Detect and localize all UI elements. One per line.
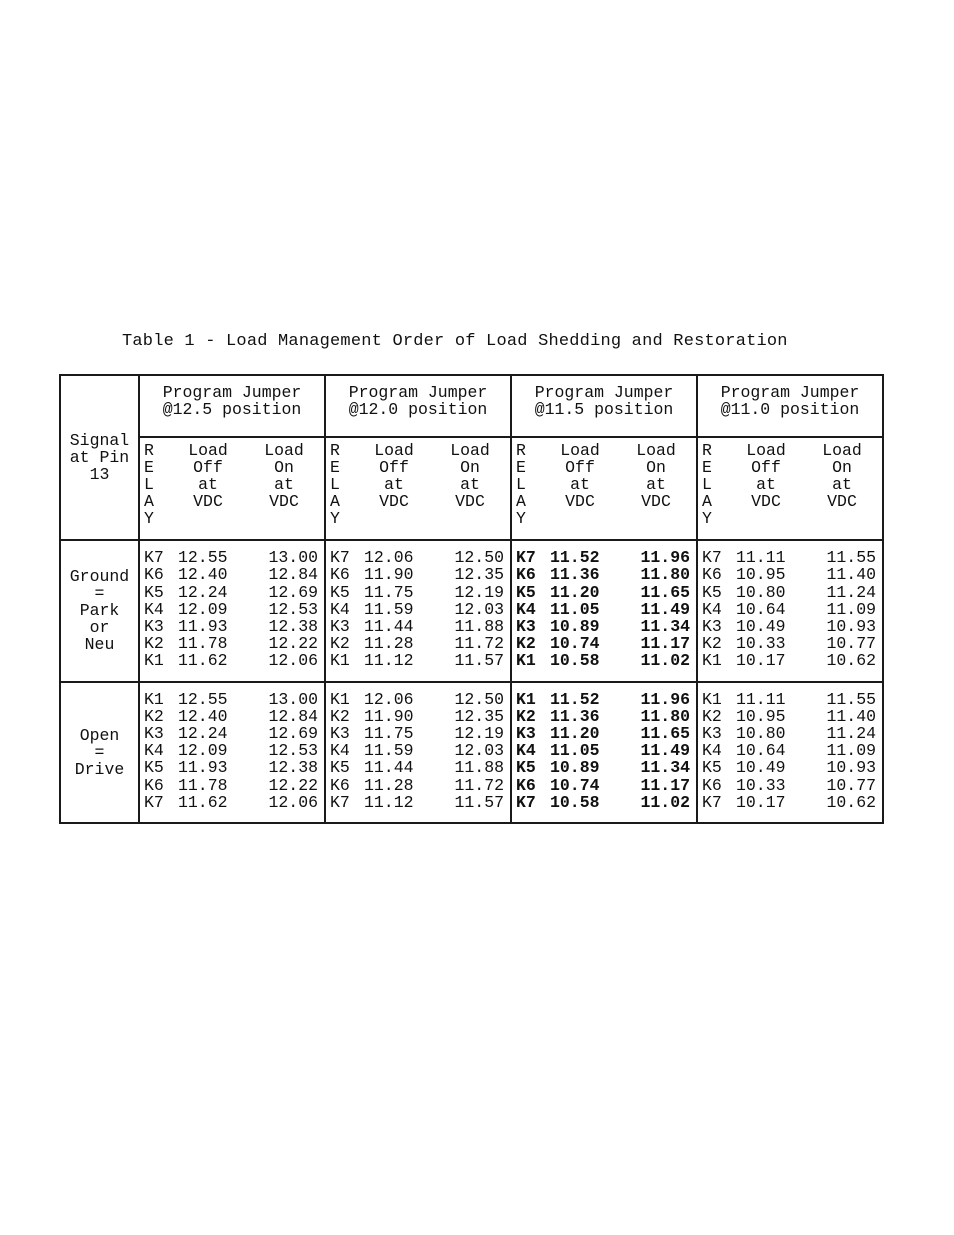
- load-on-value: 11.34: [640, 758, 690, 778]
- relay-row: [516, 549, 692, 566]
- relay-id: K4: [144, 599, 164, 619]
- load-off-value: 11.11: [736, 548, 786, 568]
- load-on-value: 11.09: [826, 599, 876, 619]
- load-on-value: 11.72: [454, 634, 504, 654]
- load-off-value: 10.80: [736, 723, 786, 743]
- load-off-value: 11.59: [364, 599, 414, 619]
- load-on-value: 11.65: [640, 582, 690, 602]
- load-off-value: 12.24: [178, 582, 228, 602]
- jumper-header: Program Jumper @11.0 position: [697, 375, 883, 437]
- relay-id: K2: [144, 634, 164, 654]
- relay-id: K3: [516, 723, 536, 743]
- relay-id: K7: [702, 792, 722, 812]
- relay-row: [702, 725, 878, 742]
- relay-row: [330, 725, 506, 742]
- relay-row: [516, 601, 692, 618]
- relay-id: K4: [516, 599, 536, 619]
- load-on-value: 12.53: [268, 741, 318, 761]
- relay-row: [516, 794, 692, 811]
- relay-id: K2: [702, 634, 722, 654]
- relay-id: K6: [702, 775, 722, 795]
- load-on-value: 12.19: [454, 582, 504, 602]
- data-block: [139, 540, 325, 681]
- relay-id: K1: [144, 651, 164, 671]
- relay-row: [330, 618, 506, 635]
- relay-id: K7: [702, 548, 722, 568]
- relay-row: [144, 708, 320, 725]
- load-off-value: 11.78: [178, 775, 228, 795]
- load-off-value: 11.75: [364, 723, 414, 743]
- relay-row: [702, 584, 878, 601]
- load-on-value: 10.93: [826, 616, 876, 636]
- load-on-value: 12.53: [268, 599, 318, 619]
- load-off-value: 11.75: [364, 582, 414, 602]
- load-off-value: 10.58: [550, 651, 600, 671]
- load-off-value: 11.28: [364, 775, 414, 795]
- relay-row: [144, 601, 320, 618]
- relay-id: K7: [330, 792, 350, 812]
- relay-id: K1: [330, 689, 350, 709]
- load-on-value: 13.00: [268, 548, 318, 568]
- load-management-table: [59, 374, 884, 824]
- relay-row: [516, 759, 692, 776]
- relay-row: [330, 794, 506, 811]
- load-off-value: 11.28: [364, 634, 414, 654]
- data-block: [697, 540, 883, 681]
- load-off-value: 11.90: [364, 706, 414, 726]
- load-off-value: 11.44: [364, 758, 414, 778]
- load-off-value: 12.24: [178, 723, 228, 743]
- load-off-value: 12.40: [178, 706, 228, 726]
- relay-id: K5: [144, 582, 164, 602]
- load-on-value: 11.02: [640, 792, 690, 812]
- relay-id: K6: [516, 775, 536, 795]
- relay-row: [330, 742, 506, 759]
- load-off-value: 10.33: [736, 634, 786, 654]
- signal-label-ground: Ground = Park or Neu: [60, 540, 139, 681]
- load-off-value: 10.89: [550, 616, 600, 636]
- relay-header: R E L A Y: [330, 441, 340, 528]
- load-off-value: 10.95: [736, 565, 786, 585]
- relay-row: [516, 635, 692, 652]
- jumper-header: Program Jumper @12.5 position: [139, 375, 325, 437]
- relay-id: K6: [702, 565, 722, 585]
- load-on-value: 11.40: [826, 565, 876, 585]
- relay-row: [516, 652, 692, 669]
- load-on-value: 12.69: [268, 723, 318, 743]
- relay-id: K6: [516, 565, 536, 585]
- relay-row: [702, 742, 878, 759]
- relay-id: K7: [516, 548, 536, 568]
- relay-row: [144, 584, 320, 601]
- jumper-header: Program Jumper @12.0 position: [325, 375, 511, 437]
- relay-row: [144, 652, 320, 669]
- load-on-value: 12.35: [454, 706, 504, 726]
- load-on-value: 13.00: [268, 689, 318, 709]
- relay-id: K5: [702, 582, 722, 602]
- relay-row: [144, 566, 320, 583]
- relay-id: K3: [330, 616, 350, 636]
- column-header-cell: [511, 437, 697, 540]
- relay-row: [702, 635, 878, 652]
- relay-row: [144, 742, 320, 759]
- relay-row: [144, 794, 320, 811]
- relay-id: K4: [702, 741, 722, 761]
- relay-id: K6: [144, 775, 164, 795]
- relay-row: [702, 708, 878, 725]
- load-off-value: 10.64: [736, 599, 786, 619]
- load-on-value: 11.65: [640, 723, 690, 743]
- load-on-value: 11.40: [826, 706, 876, 726]
- load-on-value: 11.49: [640, 741, 690, 761]
- load-on-value: 11.96: [640, 548, 690, 568]
- relay-row: [702, 794, 878, 811]
- load-on-value: 12.38: [268, 758, 318, 778]
- relay-id: K5: [330, 582, 350, 602]
- load-on-value: 11.09: [826, 741, 876, 761]
- column-header-cell: [697, 437, 883, 540]
- relay-id: K6: [144, 565, 164, 585]
- relay-id: K2: [516, 706, 536, 726]
- load-on-value: 12.06: [268, 792, 318, 812]
- load-on-value: 10.62: [826, 651, 876, 671]
- load-on-value: 12.84: [268, 706, 318, 726]
- relay-header: R E L A Y: [516, 441, 526, 528]
- relay-row: [702, 652, 878, 669]
- relay-id: K7: [516, 792, 536, 812]
- data-block: [139, 682, 325, 823]
- relay-row: [330, 601, 506, 618]
- load-on-value: 12.50: [454, 689, 504, 709]
- relay-row: [144, 691, 320, 708]
- relay-row: [144, 618, 320, 635]
- table-caption: Table 1 - Load Management Order of Load Shedding and Restoration: [122, 332, 788, 351]
- load-on-value: 12.35: [454, 565, 504, 585]
- relay-row: [516, 742, 692, 759]
- relay-id: K2: [330, 706, 350, 726]
- load-off-value: 10.89: [550, 758, 600, 778]
- relay-row: [702, 601, 878, 618]
- load-on-value: 11.96: [640, 689, 690, 709]
- load-off-header: Load Off at VDC: [374, 441, 414, 511]
- data-block: [697, 682, 883, 823]
- relay-row: [516, 566, 692, 583]
- load-off-value: 11.78: [178, 634, 228, 654]
- load-on-value: 12.84: [268, 565, 318, 585]
- relay-row: [516, 708, 692, 725]
- relay-id: K3: [516, 616, 536, 636]
- load-on-header: Load On at VDC: [264, 441, 304, 511]
- relay-id: K6: [330, 775, 350, 795]
- relay-row: [144, 777, 320, 794]
- signal-header: Signal at Pin 13: [60, 375, 139, 540]
- relay-id: K2: [330, 634, 350, 654]
- relay-id: K7: [330, 548, 350, 568]
- load-on-header: Load On at VDC: [636, 441, 676, 511]
- load-on-value: 10.62: [826, 792, 876, 812]
- load-off-value: 12.09: [178, 741, 228, 761]
- relay-id: K5: [516, 582, 536, 602]
- relay-row: [516, 584, 692, 601]
- relay-row: [702, 549, 878, 566]
- load-off-value: 10.95: [736, 706, 786, 726]
- load-off-value: 10.74: [550, 775, 600, 795]
- load-on-value: 11.88: [454, 616, 504, 636]
- load-off-value: 11.05: [550, 599, 600, 619]
- load-on-value: 11.02: [640, 651, 690, 671]
- relay-id: K1: [516, 689, 536, 709]
- group-row-ground: [60, 540, 883, 681]
- load-on-value: 11.57: [454, 651, 504, 671]
- data-block: [325, 682, 511, 823]
- relay-id: K4: [516, 741, 536, 761]
- relay-id: K7: [144, 548, 164, 568]
- relay-id: K1: [330, 651, 350, 671]
- load-off-header: Load Off at VDC: [188, 441, 228, 511]
- relay-row: [330, 566, 506, 583]
- load-on-header: Load On at VDC: [822, 441, 862, 511]
- load-off-header: Load Off at VDC: [746, 441, 786, 511]
- load-on-value: 11.24: [826, 723, 876, 743]
- load-off-value: 11.36: [550, 706, 600, 726]
- load-on-value: 12.03: [454, 599, 504, 619]
- load-off-value: 11.90: [364, 565, 414, 585]
- relay-id: K4: [330, 741, 350, 761]
- relay-id: K3: [144, 616, 164, 636]
- relay-id: K4: [702, 599, 722, 619]
- load-off-value: 11.20: [550, 723, 600, 743]
- load-off-value: 11.93: [178, 616, 228, 636]
- relay-id: K2: [702, 706, 722, 726]
- relay-row: [330, 759, 506, 776]
- relay-id: K5: [702, 758, 722, 778]
- relay-header: R E L A Y: [702, 441, 712, 528]
- load-off-value: 11.36: [550, 565, 600, 585]
- load-on-value: 11.17: [640, 775, 690, 795]
- relay-id: K1: [144, 689, 164, 709]
- signal-label-open: Open = Drive: [60, 682, 139, 823]
- relay-row: [330, 635, 506, 652]
- load-off-value: 10.17: [736, 792, 786, 812]
- relay-id: K3: [702, 616, 722, 636]
- group-row-open: [60, 682, 883, 823]
- load-on-value: 11.88: [454, 758, 504, 778]
- relay-id: K1: [516, 651, 536, 671]
- load-off-value: 10.80: [736, 582, 786, 602]
- load-off-value: 11.05: [550, 741, 600, 761]
- load-off-value: 12.55: [178, 548, 228, 568]
- load-on-value: 10.93: [826, 758, 876, 778]
- load-off-value: 12.55: [178, 689, 228, 709]
- column-header-cell: [139, 437, 325, 540]
- relay-row: [144, 725, 320, 742]
- relay-row: [144, 635, 320, 652]
- load-on-value: 11.80: [640, 565, 690, 585]
- relay-row: [330, 691, 506, 708]
- load-on-value: 11.55: [826, 689, 876, 709]
- relay-row: [702, 618, 878, 635]
- load-off-value: 11.59: [364, 741, 414, 761]
- load-off-value: 11.12: [364, 651, 414, 671]
- relay-id: K3: [330, 723, 350, 743]
- load-on-value: 11.57: [454, 792, 504, 812]
- load-off-value: 11.93: [178, 758, 228, 778]
- relay-row: [516, 777, 692, 794]
- load-on-value: 10.77: [826, 775, 876, 795]
- relay-row: [516, 725, 692, 742]
- column-header-row: [60, 437, 883, 540]
- relay-row: [702, 691, 878, 708]
- relay-header: R E L A Y: [144, 441, 154, 528]
- relay-row: [702, 759, 878, 776]
- relay-id: K5: [516, 758, 536, 778]
- relay-row: [144, 759, 320, 776]
- relay-row: [330, 708, 506, 725]
- load-off-value: 11.11: [736, 689, 786, 709]
- data-block: [511, 682, 697, 823]
- load-on-value: 12.06: [268, 651, 318, 671]
- load-on-value: 11.34: [640, 616, 690, 636]
- load-off-value: 11.52: [550, 548, 600, 568]
- load-on-value: 12.22: [268, 634, 318, 654]
- load-off-value: 12.06: [364, 548, 414, 568]
- load-off-value: 11.12: [364, 792, 414, 812]
- relay-row: [144, 549, 320, 566]
- load-off-value: 12.06: [364, 689, 414, 709]
- load-off-value: 11.20: [550, 582, 600, 602]
- relay-row: [330, 584, 506, 601]
- load-on-value: 11.72: [454, 775, 504, 795]
- load-on-value: 12.38: [268, 616, 318, 636]
- relay-row: [702, 777, 878, 794]
- relay-id: K4: [144, 741, 164, 761]
- relay-row: [330, 652, 506, 669]
- load-on-value: 11.24: [826, 582, 876, 602]
- load-on-value: 10.77: [826, 634, 876, 654]
- load-on-value: 12.69: [268, 582, 318, 602]
- jumper-header: Program Jumper @11.5 position: [511, 375, 697, 437]
- relay-row: [702, 566, 878, 583]
- relay-row: [516, 618, 692, 635]
- load-on-value: 11.49: [640, 599, 690, 619]
- relay-id: K4: [330, 599, 350, 619]
- relay-row: [516, 691, 692, 708]
- load-off-value: 10.49: [736, 616, 786, 636]
- relay-id: K7: [144, 792, 164, 812]
- relay-id: K1: [702, 689, 722, 709]
- relay-id: K3: [144, 723, 164, 743]
- load-on-value: 12.03: [454, 741, 504, 761]
- relay-row: [330, 549, 506, 566]
- load-off-value: 10.58: [550, 792, 600, 812]
- load-off-value: 10.64: [736, 741, 786, 761]
- load-on-value: 11.17: [640, 634, 690, 654]
- relay-id: K2: [144, 706, 164, 726]
- load-off-value: 11.62: [178, 651, 228, 671]
- column-header-cell: [325, 437, 511, 540]
- relay-row: [330, 777, 506, 794]
- relay-id: K3: [702, 723, 722, 743]
- data-block: [325, 540, 511, 681]
- load-on-value: 11.80: [640, 706, 690, 726]
- jumper-header-row: [60, 375, 883, 437]
- load-off-value: 12.09: [178, 599, 228, 619]
- load-off-header: Load Off at VDC: [560, 441, 600, 511]
- relay-id: K5: [330, 758, 350, 778]
- load-on-value: 11.55: [826, 548, 876, 568]
- relay-id: K1: [702, 651, 722, 671]
- load-off-value: 11.62: [178, 792, 228, 812]
- relay-id: K6: [330, 565, 350, 585]
- data-block: [511, 540, 697, 681]
- relay-id: K2: [516, 634, 536, 654]
- load-on-value: 12.19: [454, 723, 504, 743]
- load-off-value: 10.49: [736, 758, 786, 778]
- load-off-value: 12.40: [178, 565, 228, 585]
- load-off-value: 10.17: [736, 651, 786, 671]
- relay-id: K5: [144, 758, 164, 778]
- load-on-value: 12.50: [454, 548, 504, 568]
- load-on-header: Load On at VDC: [450, 441, 490, 511]
- load-on-value: 12.22: [268, 775, 318, 795]
- load-off-value: 10.33: [736, 775, 786, 795]
- load-off-value: 11.44: [364, 616, 414, 636]
- load-off-value: 10.74: [550, 634, 600, 654]
- load-off-value: 11.52: [550, 689, 600, 709]
